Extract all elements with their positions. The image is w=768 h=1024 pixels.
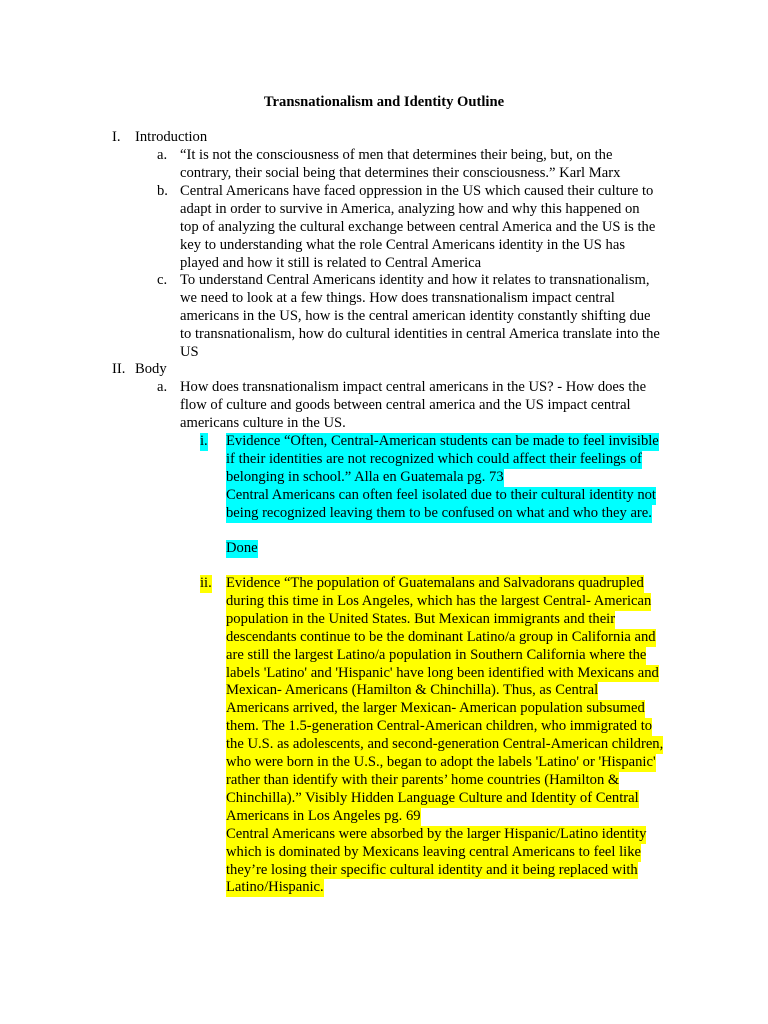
item-line: contrary, their social being that determines their consciousness.” Karl Marx [180,164,621,181]
item-line: key to understanding what the role Central Americans identity in the US has [180,236,626,253]
evidence-line: Central Americans can often feel isolated due to their cultural identity not [226,486,656,503]
evidence-line: if their identities are not recognized which could affect their feelings of [226,450,642,467]
done-note: Done [226,540,258,557]
evidence-line: being recognized leaving them to be confused on what and who they are. [226,504,652,521]
item-line: Central Americans have faced oppression in the US which caused their culture to [180,183,654,199]
section-numeral: II. [112,361,126,377]
item-line: americans culture in the US. [180,414,346,431]
section-heading: Body [135,361,167,377]
item-line: to transnationalism, how do cultural identities in central America translate into the [180,325,660,342]
evidence-line: who were born in the U.S., began to adopt the labels 'Latino' or 'Hispanic' [226,754,656,771]
evidence-line: belonging in school.” Alla en Guatemala pg. 73 [226,468,504,485]
evidence-line: Americans arrived, the larger Mexican- American population subsumed [226,700,645,717]
evidence-line: Evidence “The population of Guatemalans and Salvadorans quadrupled [226,575,644,591]
evidence-line: Americans in Los Angeles pg. 69 [226,807,421,824]
evidence-line: the U.S. as adolescents, and second-generation Central-American children, [226,736,664,753]
evidence-line: are still the largest Latino/a population in Southern California where the [226,646,647,663]
evidence-line: them. The 1.5-generation Central-American children, who immigrated to [226,718,653,735]
item-line: flow of culture and goods between central america and the US impact central [180,396,631,413]
item-line: played and how it still is related to Central America [180,254,482,271]
item-letter: a. [157,379,168,395]
item-letter: a. [157,147,168,163]
evidence-line: labels 'Latino' and 'Hispanic' have long been identified with Mexicans and [226,664,659,681]
evidence-line: Latino/Hispanic. [226,879,324,896]
document-title: Transnationalism and Identity Outline [263,94,505,110]
evidence-line: Mexican- Americans (Hamilton & Chinchilla). Thus, as Central [226,682,599,699]
evidence-line: during this time in Los Angeles, which has the largest Central- American [226,592,652,609]
item-line: americans in the US, how is the central american identity constantly shifting due [180,307,651,324]
subitem-numeral: ii. [200,575,212,591]
evidence-line: which is dominated by Mexicans leaving central Americans to feel like [226,843,641,860]
evidence-line: Chinchilla).” Visibly Hidden Language Culture and Identity of Central [226,789,639,806]
evidence-line: rather than identify with their parents’ home countries (Hamilton & [226,771,620,788]
item-line: top of analyzing the cultural exchange between central America and the US is the [180,218,656,235]
subitem-numeral: i. [200,433,208,449]
item-letter: b. [157,183,168,199]
evidence-line: Central Americans were absorbed by the larger Hispanic/Latino identity [226,825,647,842]
item-line: How does transnationalism impact central americans in the US? - How does the [180,379,647,395]
item-line: To understand Central Americans identity and how it relates to transnationalism, [180,272,650,288]
evidence-line: Evidence “Often, Central-American students can be made to feel invisible [226,433,659,449]
item-letter: c. [157,272,168,288]
evidence-line: descendants continue to be the dominant Latino/a group in California and [226,628,656,645]
evidence-line: population in the United States. But Mexican immigrants and their [226,610,616,627]
section-numeral: I. [112,129,121,145]
evidence-line: they’re losing their specific cultural identity and it being replaced with [226,861,638,878]
section-heading: Introduction [135,129,208,145]
item-line: adapt in order to survive in America, analyzing how and why this happened on [180,200,640,217]
item-line: “It is not the consciousness of men that determines their being, but, on the [180,147,613,163]
item-line: US [180,343,199,360]
item-line: we need to look at a few things. How does transnationalism impact central [180,289,615,306]
